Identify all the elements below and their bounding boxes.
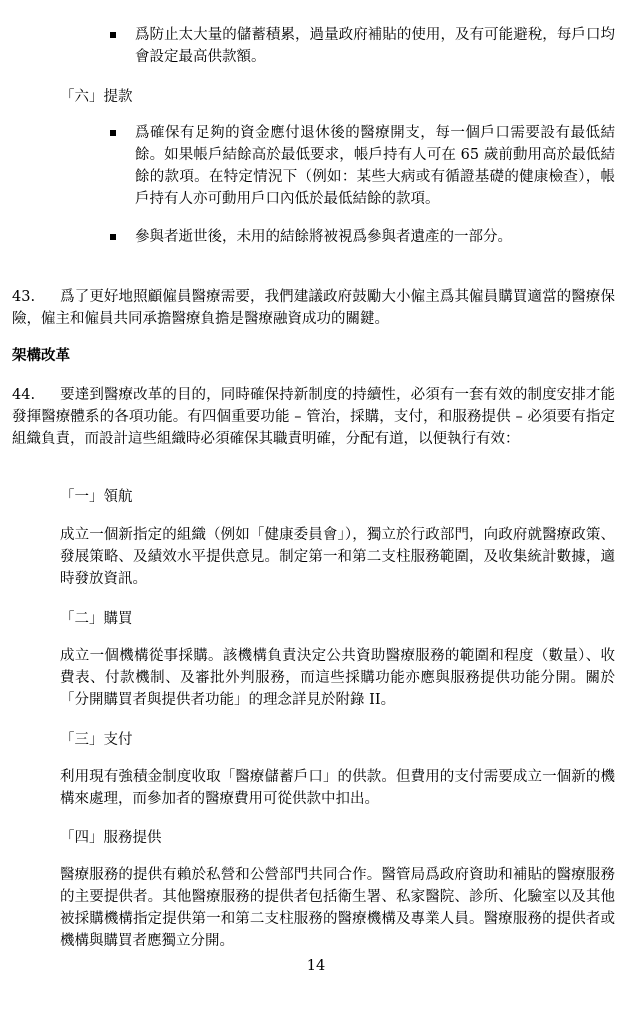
- bullet-text: 爲確保有足夠的資金應付退休後的醫療開支，每一個戶口需要設有最低結餘。如果帳戶結餘高於最低要求，帳戶持有人可在 65 歲前動用高於最低結餘的款項。在特定情況下（例如：某些大病或有循證基礎的健康檢查），帳戶持有人亦可動用戶口內低於最低結餘的款項。: [135, 125, 615, 207]
- bullet-text: 爲防止太大量的儲蓄積累，過量政府補貼的使用，及有可能避稅，每戶口均會設定最高供款額。: [135, 27, 615, 65]
- bullet-item: [110, 24, 615, 68]
- paragraph-text: 爲了更好地照顧僱員醫療需要，我們建議政府鼓勵大小僱主爲其僱員購買適當的醫療保險，僱主和僱員共同承擔醫療負擔是醫療融資成功的關鍵。: [12, 289, 615, 327]
- bullet-square-icon: [110, 234, 116, 240]
- paragraph-number: 44.: [12, 387, 36, 403]
- function-heading: 「四」服務提供: [60, 830, 162, 846]
- bullet-item: [110, 122, 615, 210]
- function-text: 成立一個新指定的組織（例如「健康委員會」），獨立於行政部門，向政府就醫療政策、發展策略、及績效水平提供意見。制定第一和第二支柱服務範圍，及收集統計數據，適時發放資訊。: [60, 527, 615, 587]
- function-text: 成立一個機構從事採購。該機構負責決定公共資助醫療服務的範圍和程度（數量）、收費表、付款機制、及審批外判服務，而這些採購功能亦應與服務提供功能分開。關於「分開購買者與提供者功能」的理念詳見於附錄 II。: [60, 648, 615, 708]
- function-text: 醫療服務的提供有賴於私營和公營部門共同合作。醫管局爲政府資助和補貼的醫療服務的主要提供者。其他醫療服務的提供者包括衛生署、私家醫院、診所、化驗室以及其他被採購機構指定提供第一和第二支柱服務的醫療機構及專業人員。醫療服務的提供者或機構與購買者應獨立分開。: [60, 867, 615, 949]
- section-title: 架構改革: [12, 347, 70, 364]
- function-heading: 「三」支付: [60, 732, 133, 748]
- paragraph-44: [12, 384, 615, 450]
- bullet-item: [110, 226, 615, 248]
- function-heading: 「二」購買: [60, 611, 133, 627]
- paragraph-43: [12, 286, 615, 330]
- section-six-heading: 「六」提款: [60, 89, 133, 105]
- page-number: 14: [306, 958, 326, 974]
- function-text: 利用現有強積金制度收取「醫療儲蓄戶口」的供款。但費用的支付需要成立一個新的機構來處理，而參加者的醫療費用可從供款中扣出。: [60, 769, 615, 807]
- function-heading: 「一」領航: [60, 489, 133, 505]
- bullet-square-icon: [110, 32, 116, 38]
- paragraph-number: 43.: [12, 289, 36, 305]
- bullet-text: 參與者逝世後，未用的結餘將被視爲參與者遺產的一部分。: [135, 229, 512, 245]
- paragraph-text: 要達到醫療改革的目的，同時確保持新制度的持續性，必須有一套有效的制度安排才能發揮醫療體系的各項功能。有四個重要功能 – 管治，採購，支付，和服務提供 – 必須要有指定組織負責，而設計這些組織時必須確保其職責明確，分配有道，以便執行有效：: [12, 387, 615, 447]
- bullet-square-icon: [110, 130, 116, 136]
